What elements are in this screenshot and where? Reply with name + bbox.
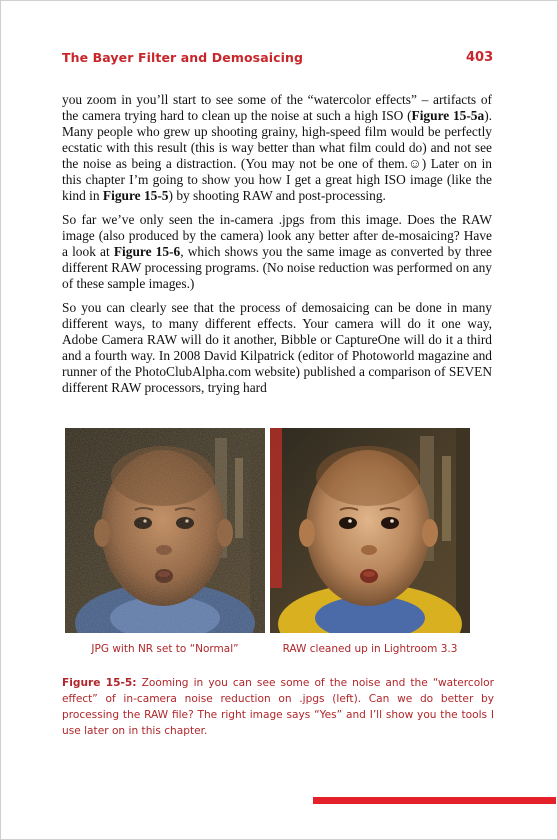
photo-jpg-normal-nr [65,428,265,633]
paragraph-2-text-b: , which shows you the same image as converted by three different RAW processing programs. (No noise reduction was performed on any of these sample images.) [62,244,492,291]
figure-caption [62,675,494,739]
figure-reference: Figure 15-6 [113,244,181,259]
right-photo-caption: RAW cleaned up in Lightroom 3.3 [282,643,458,655]
paragraph-2 [62,212,492,292]
figure-reference: Figure 15-5a [411,108,485,123]
paragraph-1-text-c: ) by shooting RAW and post-processing. [168,188,386,203]
left-photo-caption: JPG with NR set to “Normal” [91,643,239,655]
paragraph-3: So you can clearly see that the process of demosaicing can be done in many different ways, to many different effects. Your camera will do it one way, Adobe Camera RAW will do it another, Bibble or CaptureOne will do it a third and a fourth way. In 2008 David Kilpatrick (editor of Photoworld magazine and runner of the PhotoClubAlpha.com website) published a comparison of SEVEN different RAW processors, trying hard [62,300,492,395]
paragraph-1-text-a: you zoom in you’ll start to see some of the “watercolor effects” – artifacts of the camera trying hard to clean up the noise at such a high ISO ( [62,92,492,123]
photo-raw-lightroom [270,428,470,633]
footer-accent-bar [313,797,556,804]
figure-reference: Figure 15-5 [102,188,169,203]
paragraph-2-text-a: So far we’ve only seen the in-camera .jpgs from this image. Does the RAW image (also produced by the camera) look any better after de-mosaicing? Have a look at [62,212,492,259]
running-header-title: The Bayer Filter and Demosaicing [62,50,304,65]
paragraph-1-text-b: ). Many people who grew up shooting grainy, high-speed film would be perfectly ecstatic with this result (this is way better than what film could do) and not see the noise as being a distraction. (You may not be one of them.☺) Later on in this chapter I’m going to show you how I get a great high ISO image (like the kind in [62,108,492,203]
paragraph-1 [62,92,492,204]
figure-caption-text: Zooming in you can see some of the noise and the “watercolor effect” of in-camera noise reduction on .jpgs (left). Can we do better by processing the RAW file? The right image says “Yes” and I’ll show you the tools I use later on in this chapter. [62,677,494,737]
body-text [62,92,492,404]
figure-caption-label: Figure 15-5: [62,677,137,689]
page-number: 403 [466,50,494,65]
